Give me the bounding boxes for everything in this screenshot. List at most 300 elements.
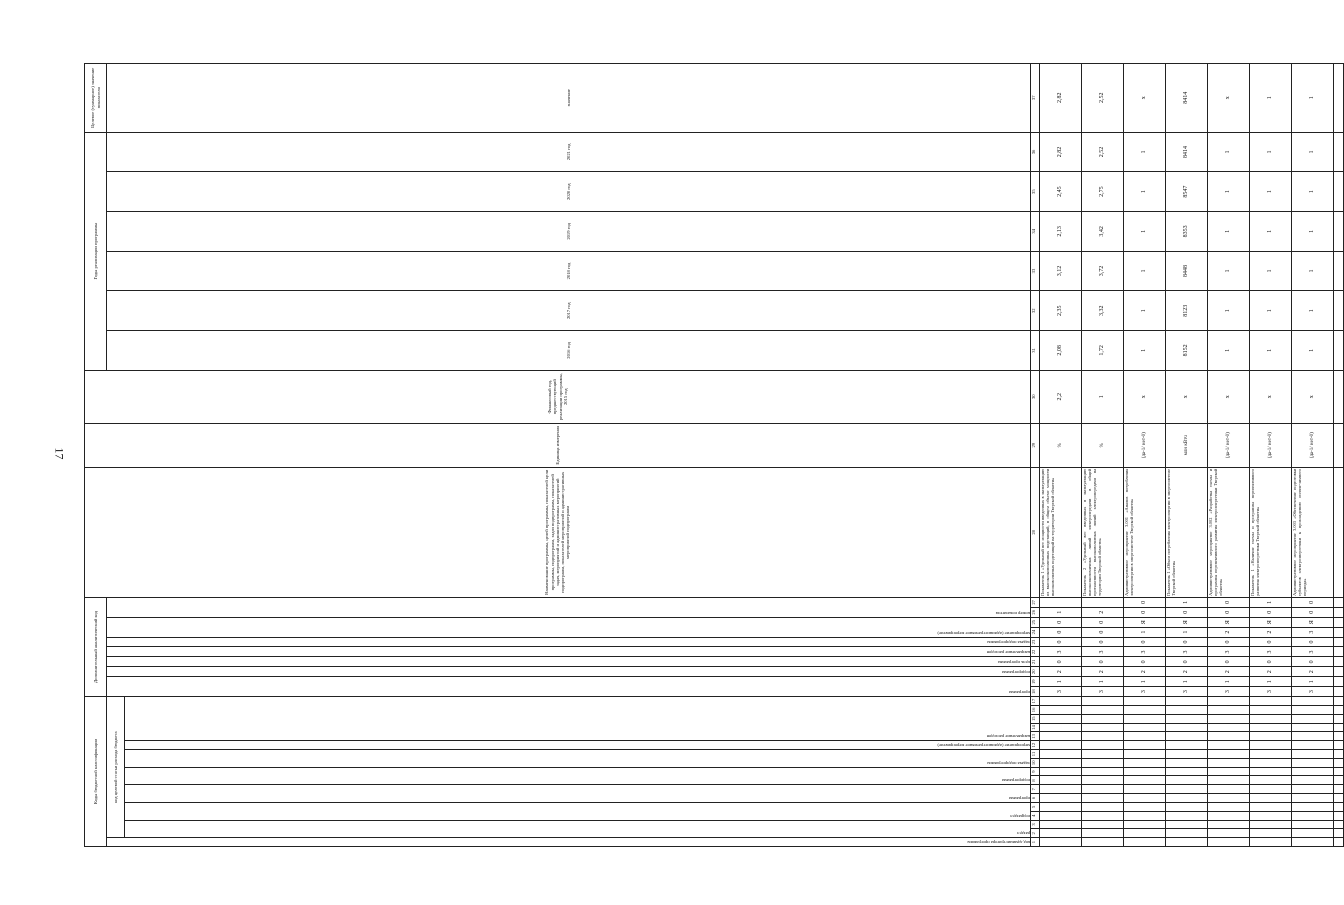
header-expense-direction: [107, 647, 1031, 657]
row-name: Показатель 1 «Объем потребления электроэнергии в энергосистеме Тверской области»: [1166, 467, 1208, 597]
header-label: программа: [1008, 795, 1030, 801]
row-year-value: 8152: [1166, 331, 1208, 371]
code-digit: 3: [1040, 687, 1082, 697]
empty-code-cell: [1082, 714, 1124, 723]
empty-code-cell: [1292, 829, 1334, 838]
empty-code-cell: [1250, 697, 1292, 706]
column-number: 7: [1031, 785, 1040, 794]
column-number: 21: [1031, 657, 1040, 667]
empty-code-cell: [1250, 758, 1292, 767]
column-number: 4: [1031, 811, 1040, 820]
code-digit: 1: [1250, 677, 1292, 687]
empty-code-cell: [1124, 794, 1166, 803]
empty-cell: [1334, 647, 1344, 657]
code-digit: 0: [1040, 637, 1082, 647]
header-year-4: 2019 год: [107, 212, 1031, 252]
row-year-value: 2,52: [1082, 132, 1124, 172]
row-year-value: 3,72: [1082, 251, 1124, 291]
empty-code-cell: [1082, 802, 1124, 811]
empty-cell: [1334, 785, 1344, 794]
column-number: 15: [1031, 714, 1040, 723]
code-digit: 0: [1166, 657, 1208, 667]
code-digit: 0: [1250, 657, 1292, 667]
header-target-section: [125, 820, 1031, 838]
code-digit: 0: [1208, 637, 1250, 647]
row-unit: %: [1040, 423, 1082, 467]
empty-code-cell: [1208, 714, 1250, 723]
code-digit: 2: [1208, 627, 1250, 637]
empty-code-cell: [1040, 802, 1082, 811]
empty-code-cell: [1040, 785, 1082, 794]
column-number: 22: [1031, 647, 1040, 657]
column-number: 9: [1031, 767, 1040, 776]
code-digit: 0: [1124, 607, 1166, 617]
page-number: 17: [52, 447, 67, 460]
code-digit: 0: [1124, 637, 1166, 647]
empty-code-cell: [1250, 723, 1292, 732]
row-name: Административное мероприятие 3.002 «Разработка схемы и программы перспективного развития электроэнергетики Тверской области»: [1208, 467, 1250, 597]
row-year-value: 1: [1250, 251, 1292, 291]
empty-code-cell: [1124, 767, 1166, 776]
row-year-value: 2,75: [1082, 172, 1124, 212]
empty-cell: [1334, 64, 1344, 133]
empty-code-cell: [1040, 767, 1082, 776]
code-digit: 0: [1292, 607, 1334, 617]
empty-code-cell: [1166, 838, 1208, 847]
header-label: цель программы: [997, 660, 1030, 666]
empty-code-cell: [1292, 741, 1334, 750]
row-year-value: 1: [1208, 251, 1250, 291]
header-task: [107, 637, 1031, 647]
empty-cell: [1334, 172, 1344, 212]
header-target-code: код целевой статьи расхода бюджета: [107, 697, 125, 838]
empty-code-cell: [1292, 794, 1334, 803]
header-year-1: 2016 год: [107, 331, 1031, 371]
row-year-value: 2,82: [1040, 132, 1082, 172]
code-digit: 0: [1250, 607, 1292, 617]
empty-code-cell: [1082, 794, 1124, 803]
empty-code-cell: [1166, 732, 1208, 741]
row-year-value: 3,32: [1082, 291, 1124, 331]
column-number: 16: [1031, 706, 1040, 715]
empty-cell: [1334, 767, 1344, 776]
empty-cell: [1334, 467, 1344, 597]
empty-cell: [1334, 627, 1344, 637]
table-row: [1124, 64, 1166, 847]
empty-code-cell: [1166, 758, 1208, 767]
code-digit: 2: [1124, 667, 1166, 677]
header-year-5: 2020 год: [107, 172, 1031, 212]
header-admin-code-label: код администратора программы: [967, 840, 1030, 845]
column-number: 2: [1031, 829, 1040, 838]
code-digit: 1: [1082, 677, 1124, 687]
row-year-value: 1: [1250, 291, 1292, 331]
empty-code-cell: [1208, 697, 1250, 706]
header-target-activity: [125, 741, 1031, 750]
code-digit: 3: [1082, 647, 1124, 657]
empty-code-cell: [1124, 714, 1166, 723]
empty-code-cell: [1208, 820, 1250, 829]
row-target-value: 1: [1250, 64, 1292, 133]
empty-code-cell: [1208, 767, 1250, 776]
code-digit: 0: [1082, 627, 1124, 637]
column-number: 24: [1031, 627, 1040, 637]
empty-code-cell: [1040, 750, 1082, 759]
empty-code-cell: [1208, 785, 1250, 794]
code-digit: 3: [1166, 687, 1208, 697]
table-row: [1250, 64, 1292, 847]
header-years-title: Годы реализации программы: [85, 132, 107, 370]
empty-code-cell: [1166, 776, 1208, 785]
header-target-sub: значение: [107, 64, 1031, 133]
row-year-value: 1: [1292, 212, 1334, 252]
code-digit: 3: [1208, 647, 1250, 657]
header-target-subsection: [125, 802, 1031, 820]
code-digit: 0: [1292, 637, 1334, 647]
header-target-expense-direction: [125, 697, 1031, 741]
empty-code-cell: [1292, 820, 1334, 829]
row-base-value: х: [1166, 370, 1208, 423]
empty-code-cell: [1166, 697, 1208, 706]
empty-code-cell: [1208, 723, 1250, 732]
header-target-subprogram: [125, 767, 1031, 785]
empty-code-cell: [1208, 706, 1250, 715]
empty-code-cell: [1040, 794, 1082, 803]
code-digit: [1040, 597, 1082, 607]
code-digit: 2: [1250, 667, 1292, 677]
header-activity: [107, 617, 1031, 637]
row-year-value: 1: [1292, 172, 1334, 212]
header-label: мероприятие (административное мероприятие): [937, 630, 1030, 636]
column-number: 19: [1031, 677, 1040, 687]
column-number: 8: [1031, 776, 1040, 785]
header-budget-codes: Коды бюджетной классификации: [85, 697, 107, 847]
rotated-table-container: [84, 63, 1316, 847]
code-digit: 0: [1040, 627, 1082, 637]
row-name: Показатель 1 «Наличие схемы и программы перспективного развития электроэнергетики Тверской области»: [1250, 467, 1292, 597]
row-year-value: 1: [1124, 172, 1166, 212]
column-number: 20: [1031, 667, 1040, 677]
row-target-value: 2,82: [1040, 64, 1082, 133]
row-name: Административное мероприятие 3.003 «Обеспечение подготовки субъектов электроэнергетики к прохождению осенне-зимнего периода»: [1292, 467, 1334, 597]
header-program: [107, 677, 1031, 697]
code-digit: 2: [1082, 667, 1124, 677]
empty-cell: [1334, 370, 1344, 423]
row-base-value: х: [1292, 370, 1334, 423]
empty-code-cell: [1250, 706, 1292, 715]
empty-code-cell: [1082, 741, 1124, 750]
code-digit: 3: [1166, 647, 1208, 657]
empty-code-cell: [1082, 776, 1124, 785]
header-subprogram: [107, 667, 1031, 677]
empty-cell: [1334, 331, 1344, 371]
empty-code-cell: [1124, 697, 1166, 706]
header-label: мероприятие (административное мероприятие): [937, 743, 1030, 749]
empty-cell: [1334, 820, 1344, 829]
code-digit: 3: [1250, 687, 1292, 697]
code-digit: 0: [1208, 607, 1250, 617]
row-year-value: 1: [1124, 331, 1166, 371]
code-digit: 1: [1208, 677, 1250, 687]
code-digit: 1: [1250, 597, 1292, 607]
empty-code-cell: [1292, 750, 1334, 759]
code-digit: 0: [1166, 637, 1208, 647]
empty-code-cell: [1082, 767, 1124, 776]
empty-code-cell: [1292, 697, 1334, 706]
empty-code-cell: [1166, 794, 1208, 803]
code-digit: 2: [1208, 667, 1250, 677]
empty-code-cell: [1292, 706, 1334, 715]
code-digit: 2: [1166, 667, 1208, 677]
code-digit: 1: [1040, 677, 1082, 687]
empty-code-cell: [1124, 802, 1166, 811]
code-digit: 0: [1040, 617, 1082, 627]
empty-cell: [1334, 732, 1344, 741]
row-year-value: 3,12: [1040, 251, 1082, 291]
row-target-value: х: [1124, 64, 1166, 133]
empty-code-cell: [1124, 741, 1166, 750]
empty-code-cell: [1292, 811, 1334, 820]
column-number: 12: [1031, 741, 1040, 750]
row-year-value: 3,42: [1082, 212, 1124, 252]
empty-cell: [1334, 706, 1344, 715]
empty-cell: [1334, 597, 1344, 607]
column-number: 13: [1031, 732, 1040, 741]
header-year-6: 2021 год: [107, 132, 1031, 172]
code-digit: 1: [1166, 597, 1208, 607]
empty-code-cell: [1250, 820, 1292, 829]
header-label: раздел: [1017, 831, 1030, 837]
empty-cell: [1334, 132, 1344, 172]
empty-code-cell: [1124, 758, 1166, 767]
empty-code-cell: [1250, 838, 1292, 847]
row-year-value: 1: [1208, 331, 1250, 371]
row-target-value: 2,52: [1082, 64, 1124, 133]
table-row: [1166, 64, 1208, 847]
row-year-value: 1: [1292, 331, 1334, 371]
row-year-value: 2,13: [1040, 212, 1082, 252]
column-number: 17: [1031, 697, 1040, 706]
header-row-1: [85, 64, 107, 847]
column-number: 32: [1031, 291, 1040, 331]
empty-code-cell: [1082, 820, 1124, 829]
header-label: программа: [1008, 690, 1030, 696]
empty-code-cell: [1124, 820, 1166, 829]
empty-cell: [1334, 714, 1344, 723]
column-number: 33: [1031, 251, 1040, 291]
code-digit: 3: [1292, 647, 1334, 657]
code-digit: Я: [1124, 617, 1166, 627]
empty-code-cell: [1124, 829, 1166, 838]
code-digit: 3: [1124, 687, 1166, 697]
empty-code-cell: [1208, 829, 1250, 838]
empty-code-cell: [1166, 785, 1208, 794]
row-year-value: 1: [1250, 172, 1292, 212]
header-extra-code: Дополнительный аналитический код: [85, 597, 107, 696]
empty-code-cell: [1124, 811, 1166, 820]
column-number: 5: [1031, 802, 1040, 811]
column-number: 14: [1031, 723, 1040, 732]
empty-code-cell: [1124, 776, 1166, 785]
header-admin-code: [107, 838, 1031, 847]
row-year-value: 1: [1208, 132, 1250, 172]
row-target-value: х: [1208, 64, 1250, 133]
empty-cell: [1334, 212, 1344, 252]
empty-cell: [1334, 607, 1344, 617]
empty-code-cell: [1040, 811, 1082, 820]
row-year-value: 1: [1208, 212, 1250, 252]
empty-code-cell: [1082, 732, 1124, 741]
empty-code-cell: [1292, 767, 1334, 776]
empty-code-cell: [1208, 750, 1250, 759]
code-digit: 2: [1082, 607, 1124, 617]
code-digit: 2: [1250, 627, 1292, 637]
row-year-value: 2,45: [1040, 172, 1082, 212]
row-year-value: 1: [1124, 212, 1166, 252]
empty-code-cell: [1166, 714, 1208, 723]
row-year-value: 8353: [1166, 212, 1208, 252]
column-number: 1: [1031, 838, 1040, 847]
column-number: 35: [1031, 172, 1040, 212]
code-digit: 3: [1040, 647, 1082, 657]
header-indicator-no: [107, 597, 1031, 617]
column-number: 3: [1031, 820, 1040, 829]
empty-code-cell: [1124, 723, 1166, 732]
empty-code-cell: [1166, 750, 1208, 759]
empty-cell: [1334, 776, 1344, 785]
header-target-program: [125, 785, 1031, 803]
empty-code-cell: [1082, 723, 1124, 732]
empty-code-cell: [1208, 838, 1250, 847]
empty-code-cell: [1082, 811, 1124, 820]
row-target-value: 8414: [1166, 64, 1208, 133]
code-digit: Я: [1166, 617, 1208, 627]
empty-code-cell: [1082, 697, 1124, 706]
empty-cell: [1334, 741, 1344, 750]
code-digit: 3: [1292, 627, 1334, 637]
header-label: направление расходов: [986, 650, 1030, 656]
row-year-value: 1: [1208, 172, 1250, 212]
header-target-value: Целевое (суммарное) значение показателя: [85, 64, 107, 133]
column-number: 31: [1031, 331, 1040, 371]
code-digit: 0: [1082, 657, 1124, 667]
row-base-value: 2,2: [1040, 370, 1082, 423]
header-name: Наименование программы, целей программы, показателей цели программы, подпрограмм, задач подпрограмм, показателей задач, мероприятий и административных мероприятий подпрограмм, показателей мероприятий и административных мероприятий подпрограмм: [85, 467, 1031, 597]
code-digit: Я: [1250, 617, 1292, 627]
empty-code-cell: [1040, 758, 1082, 767]
empty-code-cell: [1082, 706, 1124, 715]
row-year-value: 1: [1292, 291, 1334, 331]
indicators-table: [84, 63, 1344, 847]
column-number: 10: [1031, 758, 1040, 767]
row-base-value: х: [1250, 370, 1292, 423]
empty-cell: [1334, 750, 1344, 759]
header-target-task: [125, 750, 1031, 768]
empty-cell: [1334, 291, 1344, 331]
column-number: 25: [1031, 617, 1040, 627]
empty-code-cell: [1124, 732, 1166, 741]
row-year-value: 1,72: [1082, 331, 1124, 371]
column-number: 29: [1031, 423, 1040, 467]
row-unit: млн кВтч: [1166, 423, 1208, 467]
empty-code-cell: [1250, 785, 1292, 794]
code-digit: 0: [1208, 657, 1250, 667]
empty-code-cell: [1250, 732, 1292, 741]
empty-code-cell: [1292, 714, 1334, 723]
header-program-goal: [107, 657, 1031, 667]
code-digit: [1082, 597, 1124, 607]
empty-code-cell: [1208, 776, 1250, 785]
row-year-value: 1: [1250, 132, 1292, 172]
header-base-year: Финансовый год, предшествующий реализации программы, 2015 год: [85, 370, 1031, 423]
code-digit: 3: [1292, 687, 1334, 697]
empty-code-cell: [1166, 741, 1208, 750]
empty-code-cell: [1166, 767, 1208, 776]
header-label: подпрограмма: [1001, 670, 1030, 676]
empty-code-cell: [1250, 714, 1292, 723]
empty-code-cell: [1208, 758, 1250, 767]
empty-code-cell: [1292, 758, 1334, 767]
code-digit: 1: [1166, 627, 1208, 637]
empty-code-cell: [1040, 776, 1082, 785]
empty-code-cell: [1124, 750, 1166, 759]
empty-code-cell: [1040, 723, 1082, 732]
row-target-value: 1: [1292, 64, 1334, 133]
code-digit: 0: [1040, 657, 1082, 667]
empty-code-cell: [1250, 811, 1292, 820]
code-digit: Я: [1208, 617, 1250, 627]
empty-code-cell: [1166, 811, 1208, 820]
column-number: 30: [1031, 370, 1040, 423]
table-row: [1040, 64, 1082, 847]
empty-code-cell: [1208, 802, 1250, 811]
code-digit: 0: [1208, 597, 1250, 607]
empty-code-cell: [1208, 732, 1250, 741]
code-digit: 3: [1124, 647, 1166, 657]
row-name: Показатель 1 «Удельный вес мощности введенных в эксплуатацию из высокоэкономичных подстанций, в общем объеме мощности высоковольтных подстанций на территории Тверской области»: [1040, 467, 1082, 597]
header-unit: Единица измерения: [85, 423, 1031, 467]
column-number: 36: [1031, 132, 1040, 172]
row-year-value: 8547: [1166, 172, 1208, 212]
empty-code-cell: [1040, 714, 1082, 723]
empty-code-cell: [1082, 785, 1124, 794]
empty-cell: [1334, 829, 1344, 838]
empty-row: [1334, 64, 1344, 847]
code-digit: 1: [1124, 627, 1166, 637]
empty-code-cell: [1124, 838, 1166, 847]
row-unit: (да-1/ нет-0): [1208, 423, 1250, 467]
column-number: 26: [1031, 607, 1040, 617]
code-digit: Я: [1292, 617, 1334, 627]
header-year-2: 2017 год: [107, 291, 1031, 331]
row-year-value: 1: [1250, 212, 1292, 252]
empty-code-cell: [1250, 750, 1292, 759]
code-digit: 3: [1250, 647, 1292, 657]
code-digit: 0: [1124, 657, 1166, 667]
empty-cell: [1334, 697, 1344, 706]
empty-cell: [1334, 423, 1344, 467]
row-year-value: 1: [1208, 291, 1250, 331]
column-number: 27: [1031, 597, 1040, 607]
empty-code-cell: [1040, 706, 1082, 715]
row-year-value: 2,35: [1040, 291, 1082, 331]
empty-code-cell: [1292, 723, 1334, 732]
row-year-value: 1: [1124, 251, 1166, 291]
code-digit: 0: [1166, 607, 1208, 617]
empty-code-cell: [1250, 829, 1292, 838]
row-year-value: 2,08: [1040, 331, 1082, 371]
empty-code-cell: [1040, 741, 1082, 750]
